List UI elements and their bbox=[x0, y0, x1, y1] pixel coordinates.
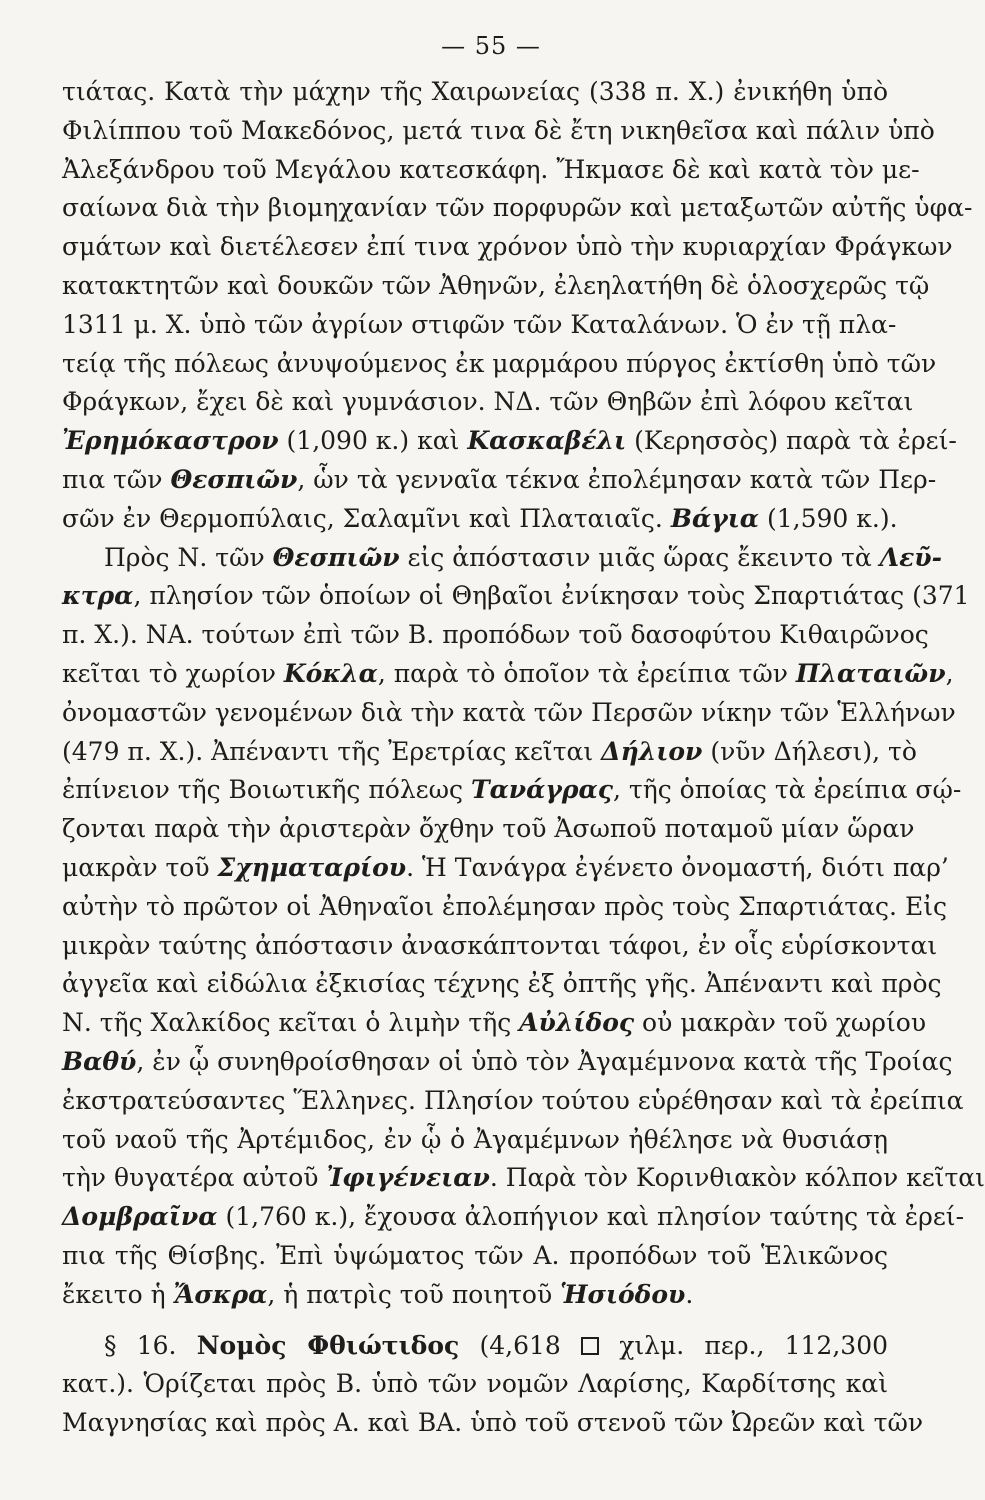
text-run: , ὧν τὰ γενναῖα τέκνα ἐπολέμησαν κατὰ τῶν Περ- bbox=[297, 464, 937, 494]
text-run: σῶν ἐν Θερμοπύλαις, Σαλαμῖνι καὶ Πλαταιαῖς. bbox=[62, 503, 671, 533]
text-run: . bbox=[685, 1279, 694, 1309]
page-number: — 55 — bbox=[441, 32, 541, 60]
text-line bbox=[62, 849, 949, 888]
text-line: ἀγγεῖα καὶ εἰδώλια ἐξκισίας τέχνης ἐξ ὀπτῆς γῆς. Ἀπέναντι καὶ πρὸς bbox=[62, 969, 942, 999]
place-name: Ἰφιγένειαν bbox=[326, 1163, 490, 1193]
text-run: (479 π. Χ.). Ἀπέναντι τῆς Ἐρετρίας κεῖται bbox=[62, 736, 602, 766]
place-name: Ἄσκρα bbox=[173, 1279, 268, 1309]
text-run: (1,590 κ.). bbox=[759, 503, 898, 533]
text-run: μακρὰν τοῦ bbox=[62, 852, 218, 882]
place-name: Αὐλίδος bbox=[519, 1008, 635, 1038]
text-line bbox=[62, 577, 970, 616]
text-line: Μαγνησίας καὶ πρὸς Α. καὶ ΒΑ. ὑπὸ τοῦ στενοῦ τῶν Ὠρεῶν καὶ τῶν bbox=[62, 1408, 924, 1438]
text-run: . Παρὰ τὸν Κορινθιακὸν κόλπον κεῖται bbox=[489, 1163, 985, 1193]
text-line bbox=[62, 1159, 985, 1198]
text-line: Φιλίππου τοῦ Μακεδόνος, μετά τινα δὲ ἔτη νικηθεῖσα καὶ πάλιν ὑπὸ bbox=[62, 115, 935, 145]
text-run: , τῆς ὁποίας τὰ ἐρείπια σῴ- bbox=[613, 775, 962, 805]
text-line bbox=[62, 539, 942, 578]
text-line bbox=[62, 1198, 965, 1237]
place-name: Δομβραῖνα bbox=[62, 1202, 218, 1232]
text-run: εἰς ἀπόστασιν μιᾶς ὥρας ἔκειντο τὰ bbox=[399, 542, 880, 572]
place-name: Κόκλα bbox=[283, 658, 378, 688]
text-run: , ἡ πατρὶς τοῦ ποιητοῦ bbox=[267, 1279, 561, 1309]
text-run: , bbox=[945, 658, 954, 688]
text-run: Ν. τῆς Χαλκίδος κεῖται ὁ λιμὴν τῆς bbox=[62, 1008, 520, 1038]
text-line: μικρὰν ταύτης ἀπόστασιν ἀνασκάπτονται τάφοι, ἐν οἷς εὑρίσκονται bbox=[62, 930, 938, 960]
text-line: τείᾳ τῆς πόλεως ἀνυψούμενος ἐκ μαρμάρου πύργος ἐκτίσθη ὑπὸ τῶν bbox=[62, 348, 937, 378]
text-run: τὴν θυγατέρα αὐτοῦ bbox=[62, 1163, 327, 1193]
text-run: (4,618 bbox=[459, 1330, 582, 1360]
text-line: πια τῆς Θίσβης. Ἐπὶ ὑψώματος τῶν Α. προπόδων τοῦ Ἑλικῶνος bbox=[62, 1240, 888, 1270]
place-name: Ἐρημόκαστρον bbox=[62, 426, 279, 456]
square-km-icon bbox=[581, 1337, 599, 1355]
text-line: Ἀλεξάνδρου τοῦ Μεγάλου κατεσκάφη. Ἤκμασε δὲ καὶ κατὰ τὸν με- bbox=[62, 154, 920, 184]
place-name: Βαθύ bbox=[62, 1046, 137, 1076]
text-line: π. Χ.). ΝΑ. τούτων ἐπὶ τῶν Β. προπόδων τοῦ δασοφύτου Κιθαιρῶνος bbox=[62, 620, 929, 650]
text-run: (νῦν Δήλεσι), τὸ bbox=[702, 736, 917, 766]
text-line: τοῦ ναοῦ τῆς Ἀρτέμιδος, ἐν ᾧ ὁ Ἀγαμέμνων ἠθέλησε νὰ θυσιάσῃ bbox=[62, 1124, 888, 1154]
section-title: Νομὸς Φθιώτιδος bbox=[196, 1330, 460, 1360]
text-line: ὀνομαστῶν γενομένων διὰ τὴν κατὰ τῶν Περσῶν νίκην τῶν Ἑλλήνων bbox=[62, 697, 956, 727]
text-line: σαίωνα διὰ τὴν βιομηχανίαν τῶν πορφυρῶν καὶ μεταξωτῶν αὐτῆς ὑφα- bbox=[62, 193, 973, 223]
text-line bbox=[62, 1043, 953, 1082]
text-run: . Ἡ Τανάγρα ἐγένετο ὀνομαστή, διότι παρ’ bbox=[406, 852, 949, 882]
place-name: κτρα bbox=[62, 581, 134, 611]
place-name: Θεσπιῶν bbox=[272, 542, 400, 572]
place-name: Κασκαβέλι bbox=[467, 426, 627, 456]
text-line: αὐτὴν τὸ πρῶτον οἱ Ἀθηναῖοι ἐπολέμησαν πρὸς τοὺς Σπαρτιάτας. Εἰς bbox=[62, 891, 947, 921]
text-run: , ἐν ᾧ συνηθροίσθησαν οἱ ὑπὸ τὸν Ἀγαμέμνονα κατὰ τῆς Τροίας bbox=[136, 1046, 953, 1076]
text-run: , πλησίον τῶν ὁποίων οἱ Θηβαῖοι ἐνίκησαν τοὺς Σπαρτιάτας (371 bbox=[133, 581, 970, 611]
text-run: ἐπίνειον τῆς Βοιωτικῆς πόλεως bbox=[62, 775, 471, 805]
text-line bbox=[62, 733, 917, 772]
text-line: σμάτων καὶ διετέλεσεν ἐπί τινα χρόνον ὑπὸ τὴν κυριαρχίαν Φράγκων bbox=[62, 232, 953, 262]
text-run: κεῖται τὸ χωρίον bbox=[62, 658, 284, 688]
text-line bbox=[62, 461, 937, 500]
body-text bbox=[62, 73, 985, 1443]
text-line bbox=[62, 1004, 927, 1043]
text-run: Πρὸς Ν. τῶν bbox=[104, 542, 273, 572]
place-name: Δήλιον bbox=[601, 736, 703, 766]
section-number: § 16. bbox=[104, 1330, 177, 1360]
text-line: κατακτητῶν καὶ δουκῶν τῶν Ἀθηνῶν, ἐλεηλατήθη δὲ ὁλοσχερῶς τῷ bbox=[62, 270, 930, 300]
text-run: (1,760 κ.), ἔχουσα ἀλοπήγιον καὶ πλησίον ταύτης τὰ ἐρεί- bbox=[217, 1202, 965, 1232]
place-name: Θεσπιῶν bbox=[170, 464, 298, 494]
text-run: οὐ μακρὰν τοῦ χωρίου bbox=[634, 1008, 927, 1038]
text-line bbox=[62, 655, 954, 694]
text-line: Φράγκων, ἔχει δὲ καὶ γυμνάσιον. ΝΔ. τῶν Θηβῶν ἐπὶ λόφου κεῖται bbox=[62, 387, 914, 417]
text-line bbox=[62, 500, 898, 539]
text-line: κατ.). Ὁρίζεται πρὸς Β. ὑπὸ τῶν νομῶν Λαρίσης, Καρδίτσης καὶ bbox=[62, 1369, 888, 1399]
text-line: ζονται παρὰ τὴν ἀριστερὰν ὄχθην τοῦ Ἀσωποῦ ποταμοῦ μίαν ὥραν bbox=[62, 814, 915, 844]
text-line: ἐκστρατεύσαντες Ἕλληνες. Πλησίον τούτου εὑρέθησαν καὶ τὰ ἐρείπια bbox=[62, 1085, 964, 1115]
text-line bbox=[62, 422, 957, 461]
text-run: χιλμ. περ., 112,300 bbox=[599, 1330, 889, 1360]
place-name: Βάγια bbox=[670, 503, 760, 533]
text-line: 1311 μ. Χ. ὑπὸ τῶν ἀγρίων στιφῶν τῶν Καταλάνων. Ὁ ἐν τῇ πλα- bbox=[62, 309, 897, 339]
text-line bbox=[62, 1276, 888, 1315]
place-name: Πλαταιῶν bbox=[795, 658, 946, 688]
section-heading-line bbox=[62, 1327, 888, 1366]
text-run: ἔκειτο ἡ bbox=[62, 1279, 174, 1309]
place-name: Σχηματαρίου bbox=[217, 852, 407, 882]
place-name: Ἡσιόδου bbox=[560, 1279, 686, 1309]
text-run: (Κερησσὸς) παρὰ τὰ ἐρεί- bbox=[626, 426, 957, 456]
text-run: , παρὰ τὸ ὁποῖον τὰ ἐρείπια τῶν bbox=[377, 658, 796, 688]
text-line: τιάτας. Κατὰ τὴν μάχην τῆς Χαιρωνείας (338 π. Χ.) ἐνικήθη ὑπὸ bbox=[62, 77, 888, 106]
text-run: (1,090 κ.) καὶ bbox=[278, 426, 468, 456]
text-line bbox=[62, 771, 962, 810]
text-run: πια τῶν bbox=[62, 464, 171, 494]
place-name: Τανάγρας bbox=[470, 775, 613, 805]
place-name: Λεῦ- bbox=[879, 542, 942, 572]
